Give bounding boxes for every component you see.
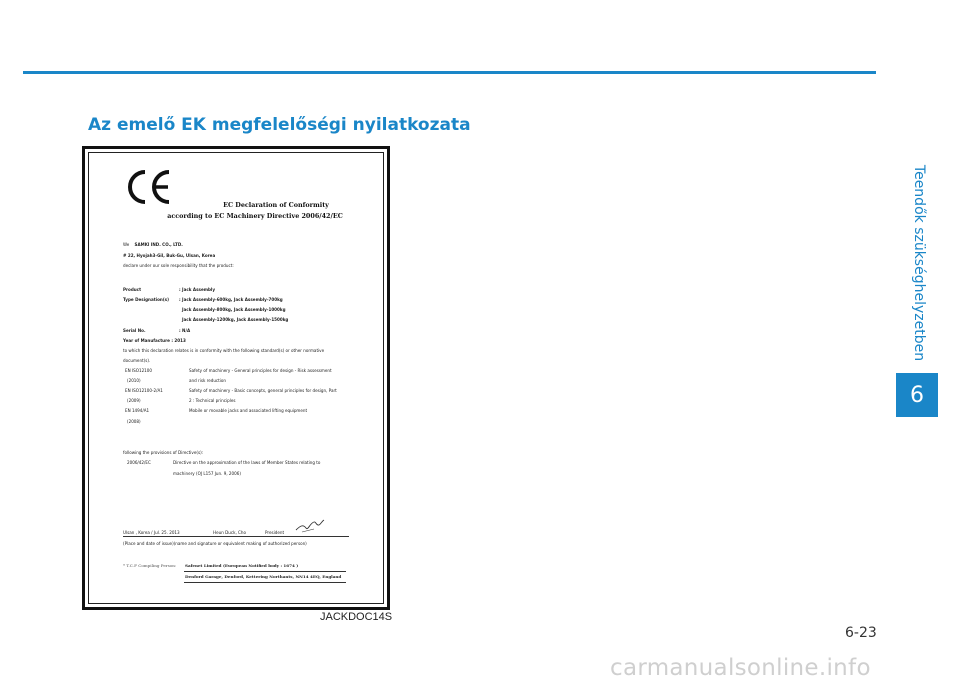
type-value-1: : Jack Assembly-600kg, Jack Assembly-700kg	[179, 297, 283, 302]
product-value: : Jack Assembly	[179, 287, 216, 292]
directive-desc-line1: Directive on the approximation of the laws of Member States relating to	[173, 460, 321, 465]
standard-code: EN ISO12100-2/A1	[125, 388, 163, 393]
certificate-title-line2: according to EC Machinery Directive 2006/42/EC	[167, 212, 343, 220]
product-label: Product	[123, 287, 142, 292]
year-label: Year of Manufacture :	[123, 338, 173, 343]
certificate-page	[88, 152, 384, 604]
serial-value: : N/A	[179, 328, 191, 333]
standard-desc: Safety of machinery - Basic concepts, general principles for design, Part	[189, 388, 337, 393]
signatory-name: Heun Duck, Cho	[213, 530, 247, 535]
standard-desc: and risk reduction	[189, 378, 227, 383]
signature-rule	[123, 536, 349, 537]
standard-code: (2008)	[127, 419, 141, 424]
standard-code: EN ISO12100	[125, 368, 153, 373]
certificate-title	[89, 200, 383, 222]
signature-icon	[294, 517, 326, 535]
type-value-2: Jack Assembly-800kg, Jack Assembly-1000kg	[182, 307, 286, 312]
declare-statement: declare under our sole responsibility that the product:	[123, 263, 234, 268]
type-label: Type Designation(s)	[123, 297, 169, 302]
standards-intro-line2: document(s).	[123, 358, 151, 363]
signatory-title: President	[265, 530, 285, 535]
tcf-rule	[184, 571, 346, 572]
image-reference-code: JACKDOC14S	[320, 611, 393, 623]
serial-label: Serial No.	[123, 328, 146, 333]
standard-desc: Safety of machinery - General principles for design - Risk assessment	[189, 368, 332, 373]
directive-desc-line2: machinery (OJ L157 Jun. 9, 2006)	[173, 471, 241, 476]
watermark: carmanualsonline.info	[610, 655, 871, 681]
chapter-number-badge[interactable]: 6	[896, 373, 938, 417]
standard-desc: Mobile or movable jacks and associated lifting equipment	[189, 408, 308, 413]
type-value-3: Jack Assembly-1200kg, Jack Assembly-1500kg	[182, 317, 289, 322]
company-address: # 22, Hyojah3-Gil, Buk-Gu, Ulsan, Korea	[123, 253, 216, 258]
we-label: We	[123, 242, 130, 247]
standard-code: (2010)	[127, 378, 141, 383]
standards-intro-line1: to which this declaration relates is in conformity with the following standard(s) or other normative	[123, 348, 325, 353]
standard-code: EN 1494/A1	[125, 408, 150, 413]
chapter-side-tab[interactable]	[896, 155, 942, 370]
directive-intro: following the provisions of Directive(s):	[123, 450, 204, 455]
page-number: 6-23	[845, 625, 877, 641]
standard-desc: 2 : Technical principles	[189, 398, 236, 403]
header-rule	[23, 71, 876, 74]
signature-caption: (Place and date of issue)(name and signature or equivalent making of authorized person)	[123, 541, 307, 546]
tcf-line2: Denford Garage, Denford, Kettering Northants, NN14 4EQ, England	[185, 574, 342, 579]
year-value: 2013	[174, 338, 186, 343]
company-name: SAMKI IND. CO., LTD.	[134, 242, 183, 247]
directive-code: 2006/42/EC	[127, 460, 151, 465]
tcf-label: * T.C.F Compiling Person:	[123, 563, 177, 568]
tcf-rule	[184, 582, 346, 583]
sign-place-date: Ulsan , Korea / Jul. 25. 2013	[123, 530, 180, 535]
standard-code: (2009)	[127, 398, 141, 403]
tcf-line1: Safenet Limited (European Notified body : 1674 )	[185, 563, 299, 568]
chapter-side-tab-label: Teendők szükséghelyzetben	[911, 164, 927, 361]
conformity-certificate-image	[82, 146, 390, 610]
page-title: Az emelő EK megfelelőségi nyilatkozata	[88, 115, 471, 135]
certificate-title-line1: EC Declaration of Conformity	[223, 201, 329, 209]
